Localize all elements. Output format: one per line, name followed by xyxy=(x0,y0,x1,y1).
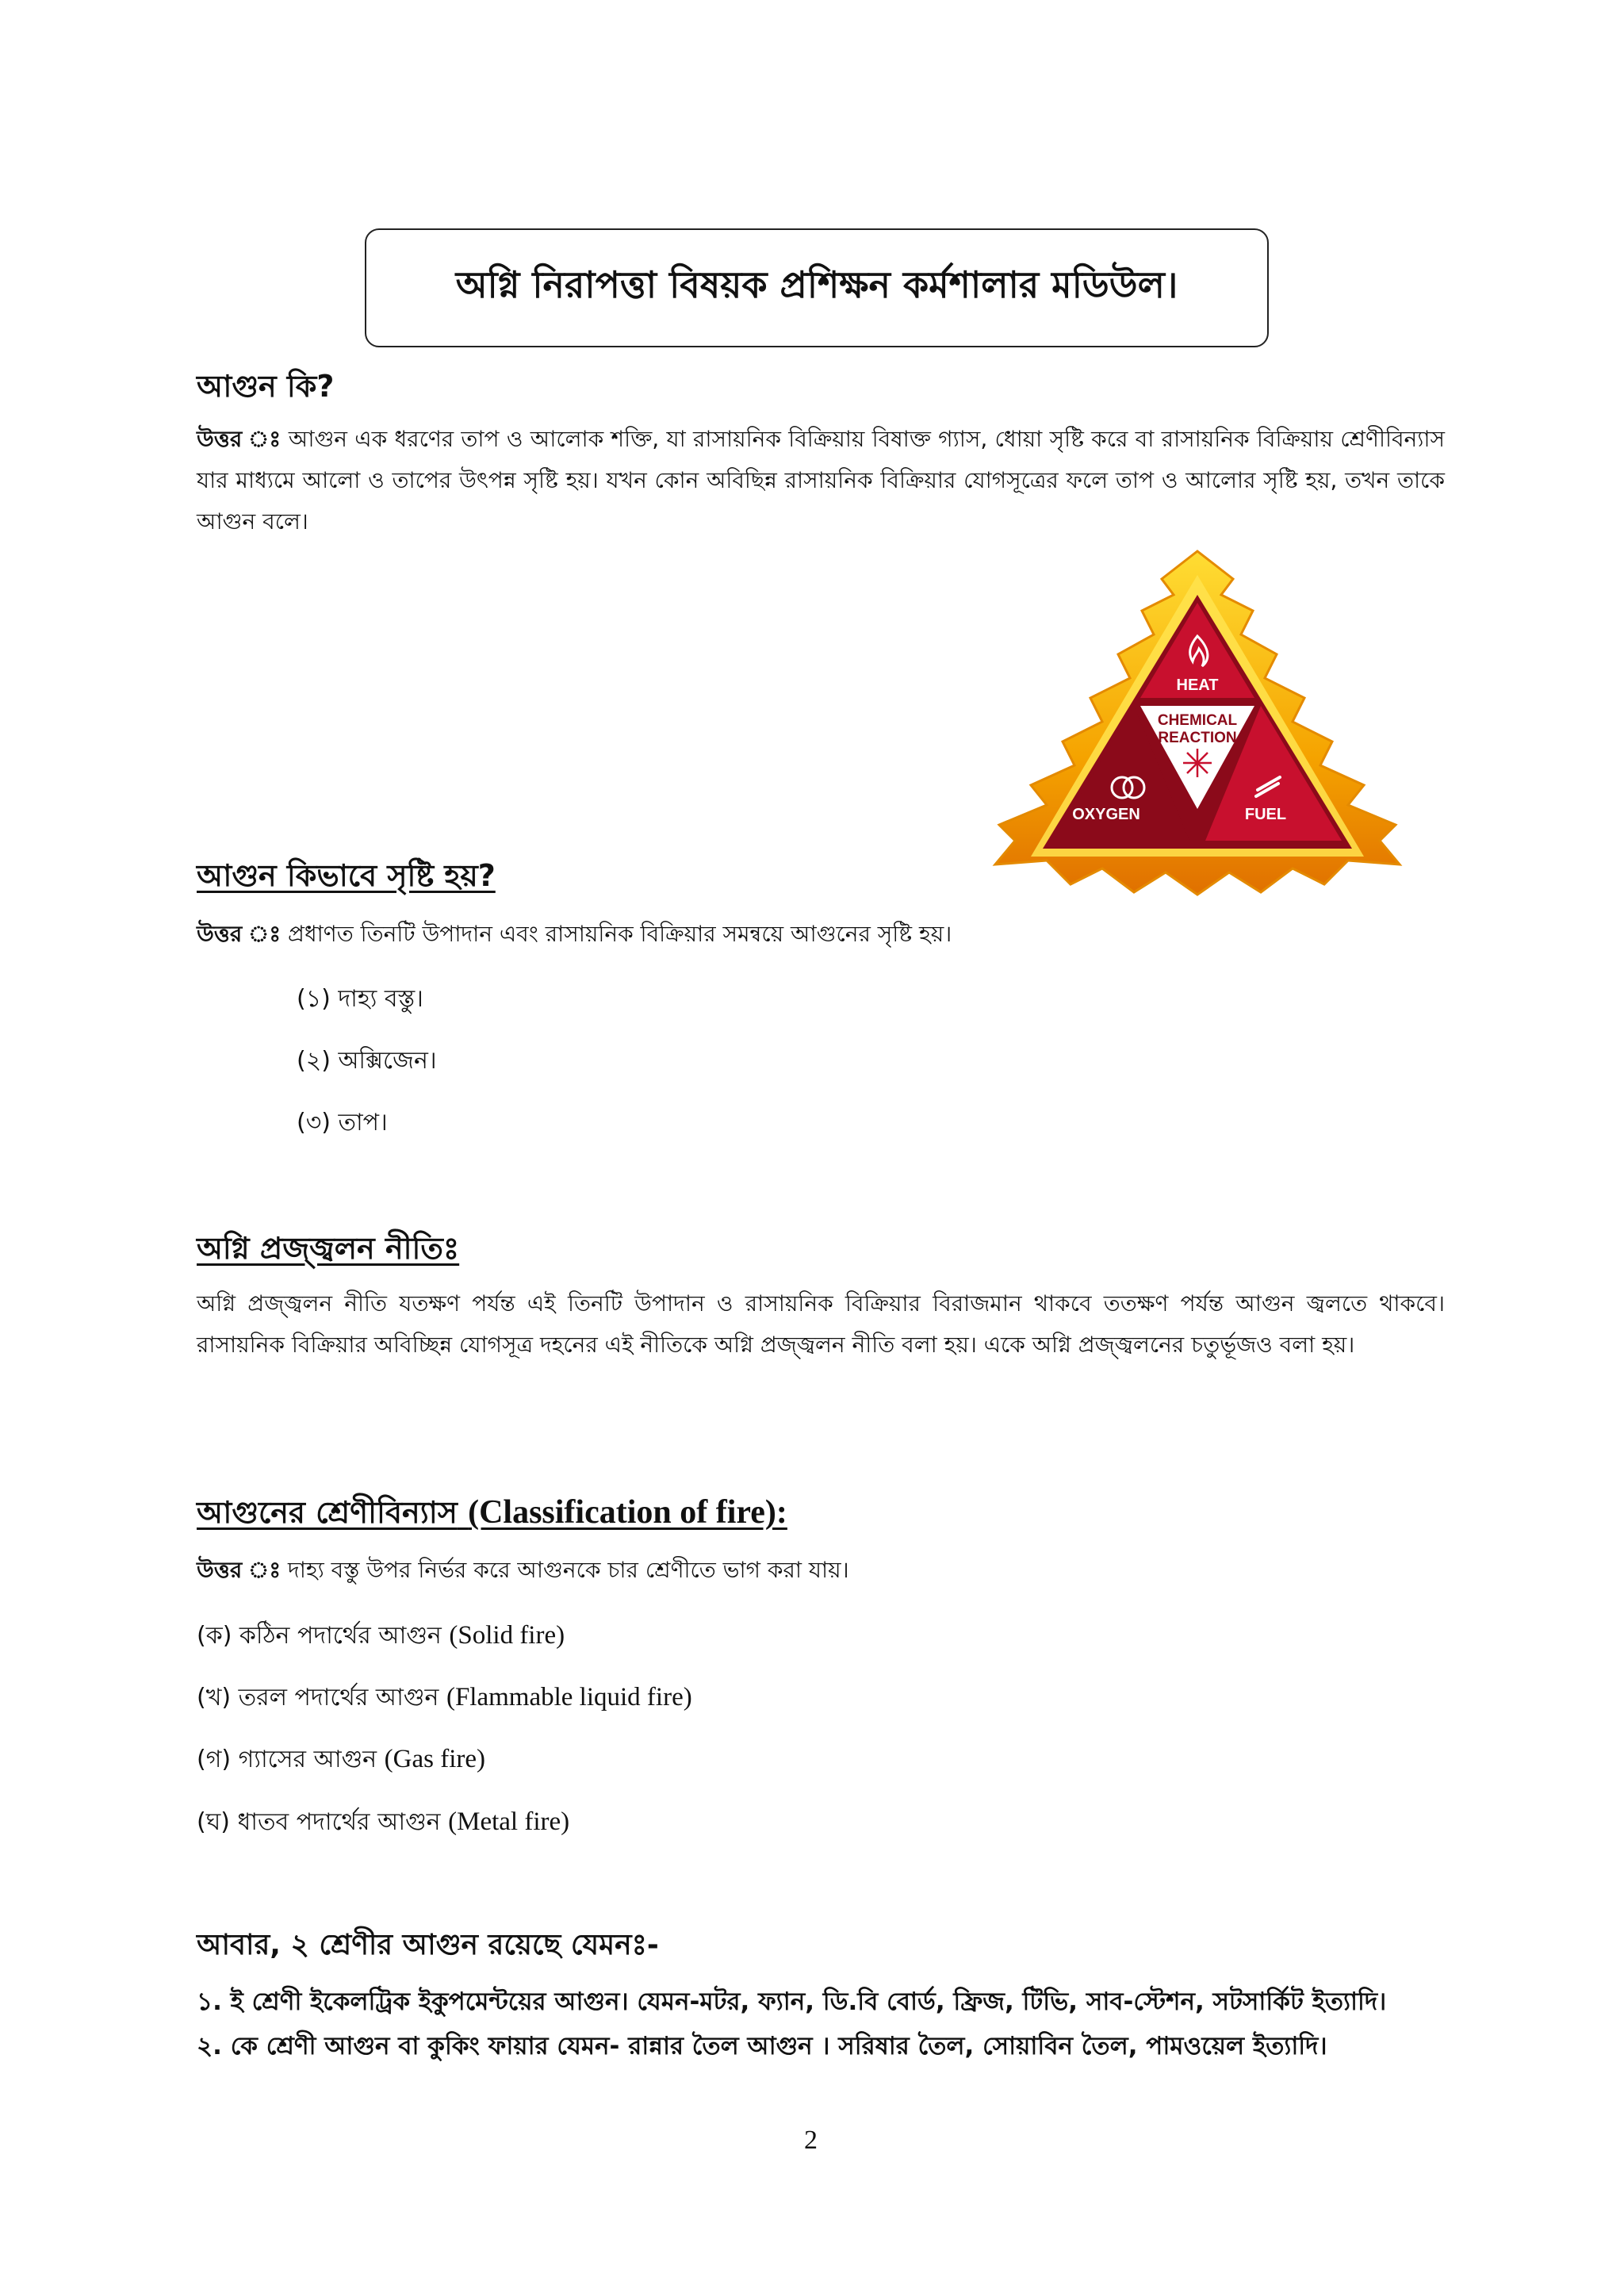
answer-label: উত্তর ঃ xyxy=(197,921,282,947)
item-bn: (গ) গ্যাসের আগুন xyxy=(197,1746,377,1773)
page-number: 2 xyxy=(804,2125,818,2155)
list-item: (৩) তাপ। xyxy=(297,1109,388,1137)
section1-paragraph xyxy=(197,419,1445,542)
section5-line2: ২. কে শ্রেণী আগুন বা কুকিং ফায়ার যেমন- রান্নার তৈল আগুন । সরিষার তৈল, সোয়াবিন তৈল, পামওয়েল ইত্যাদি। xyxy=(197,2032,1327,2060)
section3-paragraph: অগ্নি প্রজ্জ্বলন নীতি যতক্ষণ পর্যন্ত এই তিনটি উপাদান ও রাসায়নিক বিক্রিয়ার বিরাজমান থাকবে ততক্ষণ পর্যন্ত আগুন জ্বলতে থাকবে। রাসায়নিক বিক্রিয়ার অবিচ্ছিন্ন যোগসূত্র দহনের এই নীতিকে অগ্নি প্রজ্জ্বলন নীতি বলা হয়। একে অগ্নি প্রজ্জ্বলনের চতুর্ভূজও বলা হয়। xyxy=(197,1290,1445,1358)
list-item xyxy=(197,1616,565,1657)
heat-label: HEAT xyxy=(1176,677,1219,694)
section2-heading: আগুন কিভাবে সৃষ্টি হয়? xyxy=(197,858,496,893)
title-box xyxy=(365,228,1269,347)
fuel-label: FUEL xyxy=(1244,806,1287,823)
chemical-label: CHEMICAL xyxy=(1157,712,1238,729)
oxygen-label: OXYGEN xyxy=(1072,806,1140,823)
section2-text: প্রধাণত তিনটি উপাদান এবং রাসায়নিক বিক্রিয়ার সমন্বয়ে আগুনের সৃষ্টি হয়। xyxy=(288,921,952,947)
page-title: অগ্নি নিরাপত্তা বিষয়ক প্রশিক্ষন কর্মশালার মডিউল। xyxy=(455,263,1178,306)
section4-text: দাহ্য বস্তু উপর নির্ভর করে আগুনকে চার শ্রেণীতে ভাগ করা যায়। xyxy=(288,1557,849,1583)
item-en: (Gas fire) xyxy=(384,1745,485,1773)
section5-heading: আবার, ২ শ্রেণীর আগুন রয়েছে যেমনঃ- xyxy=(197,1929,659,1961)
section3-heading: অগ্নি প্রজ্জ্বলন নীতিঃ xyxy=(197,1231,460,1266)
section5-line1: ১. ই শ্রেণী ইকেলট্রিক ইকুপমেন্টয়ের আগুন। যেমন-মটর, ফ্যান, ডি.বি বোর্ড, ফ্রিজ, টিভি, সাব-স্টেশন, সটসার্কিট ইত্যাদি। xyxy=(197,1987,1387,2016)
answer-label: উত্তর ঃ xyxy=(197,426,282,452)
list-item xyxy=(197,1678,692,1719)
fire-triangle-image xyxy=(991,547,1404,896)
list-item xyxy=(197,1740,485,1780)
item-bn: (ক) কঠিন পদার্থের আগুন xyxy=(197,1622,442,1650)
reaction-label: REACTION xyxy=(1158,730,1237,746)
section4-heading xyxy=(197,1489,787,1540)
item-en: (Solid fire) xyxy=(449,1621,565,1650)
list-item xyxy=(197,1803,569,1843)
list-item: (১) দাহ্য বস্তু। xyxy=(297,985,423,1013)
section4-heading-en: (Classification of fire): xyxy=(468,1494,787,1531)
section1-heading: আগুন কি? xyxy=(197,369,335,404)
item-en: (Metal fire) xyxy=(448,1807,570,1836)
item-bn: (খ) তরল পদার্থের আগুন xyxy=(197,1684,439,1711)
answer-label: উত্তর ঃ xyxy=(197,1557,282,1583)
section4-heading-bn: আগুনের শ্রেণীবিন্যাস xyxy=(197,1495,458,1530)
section1-text: আগুন এক ধরণের তাপ ও আলোক শক্তি, যা রাসায়নিক বিক্রিয়ায় বিষাক্ত গ্যাস, ধোয়া সৃষ্টি করে বা রাসায়নিক বিক্রিয়ায় শ্রেণীবিন্যাস যার মাধ্যমে আলো ও তাপের উৎপন্ন সৃষ্টি হয়। যখন কোন অবিছিন্ন রাসায়নিক বিক্রিয়ার যোগসূত্রের ফলে তাপ ও আলোর সৃষ্টি হয়, তখন তাকে আগুন বলে। xyxy=(197,426,1445,535)
list-item: (২) অক্সিজেন। xyxy=(297,1047,437,1075)
item-bn: (ঘ) ধাতব পদার্থের আগুন xyxy=(197,1808,441,1836)
item-en: (Flammable liquid fire) xyxy=(446,1683,692,1711)
reaction-burst-icon xyxy=(1183,749,1212,777)
section4-paragraph xyxy=(197,1550,1445,1591)
section2-paragraph xyxy=(197,914,1445,955)
